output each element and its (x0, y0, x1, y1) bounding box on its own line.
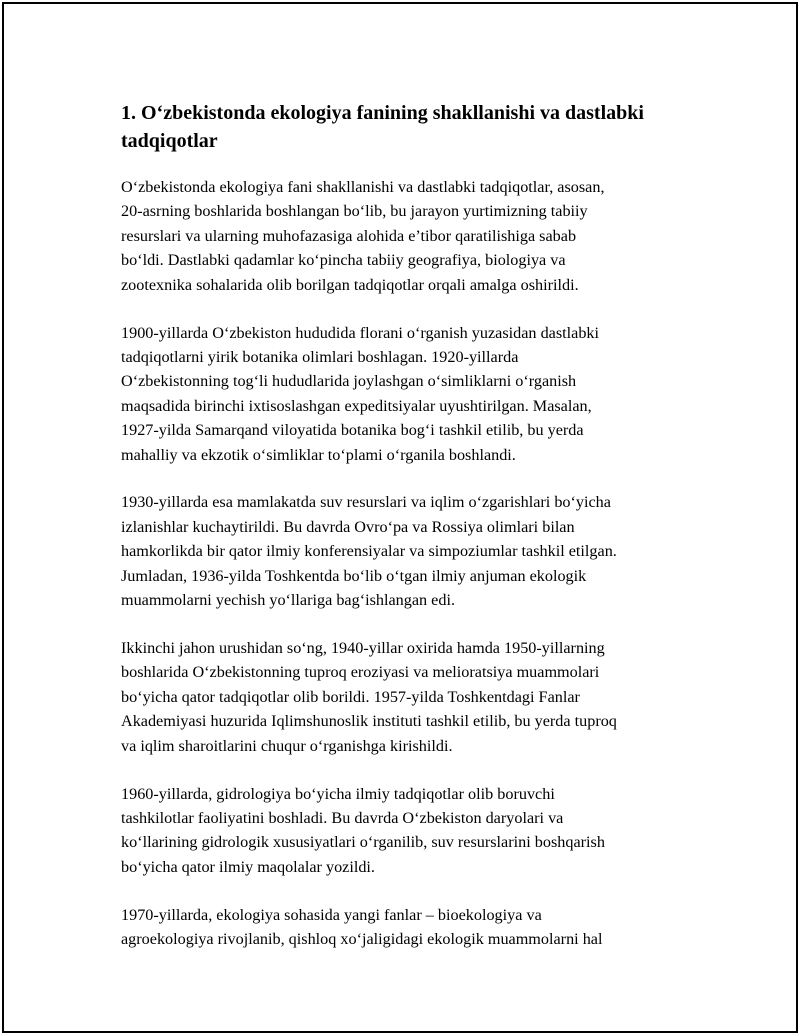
text-line: O‘zbekistonda ekologiya fani shakllanishi va dastlabki tadqiqotlar, asosan, (121, 178, 605, 196)
text-line: hamkorlikda bir qator ilmiy konferensiyalar va simpoziumlar tashkil etilgan. (121, 542, 617, 561)
paragraph-4 (121, 636, 691, 758)
text-line: 1927-yilda Samarqand viloyatida botanika bog‘i tashkil etilib, bu yerda (121, 421, 584, 440)
text-line: Jumladan, 1936-yilda Toshkentda bo‘lib o‘tgan ilmiy anjuman ekologik (121, 566, 587, 585)
paragraph-1 (121, 175, 691, 297)
text-line: boshlarida O‘zbekistonning tuproq eroziyasi va melioratsiya muammolari (121, 663, 600, 682)
heading-line: 1. O‘zbekistonda ekologiya fanining shakllanishi va dastlabki (121, 102, 644, 124)
heading-line: tadqiqotlar (121, 130, 218, 152)
text-line: izlanishlar kuchaytirildi. Bu davrda Ovro‘pa va Rossiya olimlari bilan (121, 517, 575, 536)
text-line: bo‘yicha qator ilmiy maqolalar yozildi. (121, 857, 375, 876)
text-line: 1930-yillarda esa mamlakatda suv resurslari va iqlim o‘zgarishlari bo‘yicha (121, 493, 611, 512)
text-line: va iqlim sharoitlarini chuqur o‘rganishga kirishildi. (121, 736, 453, 755)
text-line: tadqiqotlarni yirik botanika olimlari boshlagan. 1920-yillarda (121, 347, 519, 366)
text-line: resurslari va ularning muhofazasiga alohida e’tibor qaratilishiga sabab (121, 226, 577, 245)
paragraph-6 (121, 903, 691, 952)
page-frame (2, 2, 798, 1033)
text-line: Ikkinchi jahon urushidan so‘ng, 1940-yillar oxirida hamda 1950-yillarning (121, 639, 605, 657)
text-line: O‘zbekistonning tog‘li hududlarida joylashgan o‘simliklarni o‘rganish (121, 372, 577, 391)
text-line: Akademiyasi huzurida Iqlimshunoslik instituti tashkil etilib, bu yerda tuproq (121, 712, 617, 731)
text-line: zootexnika sohalarida olib borilgan tadqiqotlar orqali amalga oshirildi. (121, 275, 579, 294)
text-line: bo‘yicha qator tadqiqotlar olib borildi. 1957-yilda Toshkentdagi Fanlar (121, 687, 580, 706)
text-line: muammolarni yechish yo‘llariga bag‘ishlangan edi. (121, 591, 455, 610)
section-heading (121, 99, 691, 155)
paragraph-3 (121, 490, 691, 612)
text-line: maqsadida birinchi ixtisoslashgan expeditsiyalar uyushtirilgan. Masalan, (121, 396, 592, 415)
text-line: 1900-yillarda O‘zbekiston hududida florani o‘rganish yuzasidan dastlabki (121, 323, 600, 342)
document-body (121, 99, 691, 975)
text-line: 1970-yillarda, ekologiya sohasida yangi fanlar – bioekologiya va (121, 905, 542, 924)
text-line: tashkilotlar faoliyatini boshladi. Bu davrda O‘zbekiston daryolari va (121, 808, 564, 827)
text-line: ko‘llarining gidrologik xususiyatlari o‘rganilib, suv resurslarini boshqarish (121, 833, 605, 852)
text-line: mahalliy va ekzotik o‘simliklar to‘plami o‘rganila boshlandi. (121, 445, 516, 464)
paragraph-5 (121, 782, 691, 880)
text-line: agroekologiya rivojlanib, qishloq xo‘jaligidagi ekologik muammolarni hal (121, 930, 603, 949)
text-line: 1960-yillarda, gidrologiya bo‘yicha ilmiy tadqiqotlar olib boruvchi (121, 784, 555, 803)
text-line: 20-asrning boshlarida boshlangan bo‘lib, bu jarayon yurtimizning tabiiy (121, 202, 588, 221)
text-line: bo‘ldi. Dastlabki qadamlar ko‘pincha tabiiy geografiya, biologiya va (121, 251, 566, 270)
paragraph-2 (121, 321, 691, 467)
